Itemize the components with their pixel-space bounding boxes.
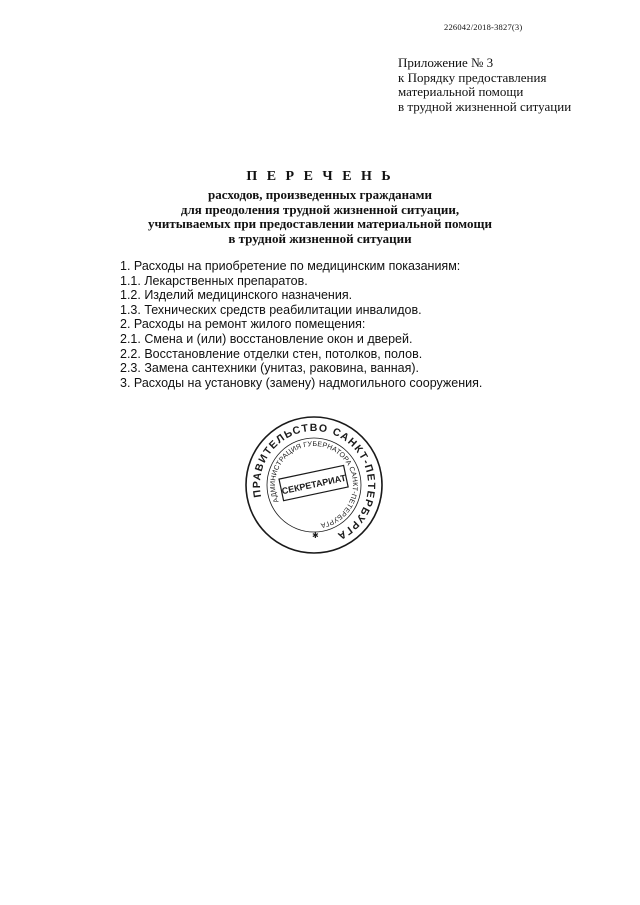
document-title: П Е Р Е Ч Е Н Ь <box>246 169 394 184</box>
subtitle-line: для преодоления трудной жизненной ситуации, <box>180 201 460 217</box>
list-item: 2.1. Смена и (или) восстановление окон и дверей. <box>120 331 413 346</box>
stamp-center-text: СЕКРЕТАРИАТ <box>280 472 347 497</box>
list-item: 2.2. Восстановление отделки стен, потолков, полов. <box>120 346 423 361</box>
list-item: 3. Расходы на установку (замену) надмогильного сооружения. <box>120 375 483 390</box>
stamp-inner-text: АДМИНИСТРАЦИЯ ГУБЕРНАТОРА САНКТ-ПЕТЕРБУРГА <box>269 440 359 529</box>
subtitle-line: в трудной жизненной ситуации <box>228 230 412 246</box>
list-item: 1.3. Технических средств реабилитации инвалидов. <box>120 302 422 317</box>
appendix-line: к Порядку предоставления <box>398 69 547 85</box>
list-item: 1.1. Лекарственных препаратов. <box>120 273 308 288</box>
expense-list <box>120 259 482 390</box>
subtitle-line: учитываемых при предоставлении материальной помощи <box>148 216 492 232</box>
appendix-line: материальной помощи <box>398 84 524 99</box>
appendix-line: в трудной жизненной ситуации <box>398 98 572 114</box>
list-item: 1. Расходы на приобретение по медицинским показаниям: <box>120 259 461 273</box>
subtitle-line: расходов, произведенных гражданами <box>208 187 432 202</box>
document-heading <box>0 169 640 246</box>
official-stamp <box>243 414 385 556</box>
appendix-line: Приложение № 3 <box>398 55 494 70</box>
appendix-reference <box>398 56 571 114</box>
stamp-outer-text: ПРАВИТЕЛЬСТВО САНКТ-ПЕТЕРБУРГА <box>250 421 378 543</box>
list-item: 2. Расходы на ремонт жилого помещения: <box>120 317 366 332</box>
stamp-star: ✱ <box>312 531 319 540</box>
list-item: 1.2. Изделий медицинского назначения. <box>120 288 353 303</box>
document-id: 226042/2018-3827(3) <box>444 22 523 32</box>
list-item: 2.3. Замена сантехники (унитаз, раковина, ванная). <box>120 361 419 376</box>
